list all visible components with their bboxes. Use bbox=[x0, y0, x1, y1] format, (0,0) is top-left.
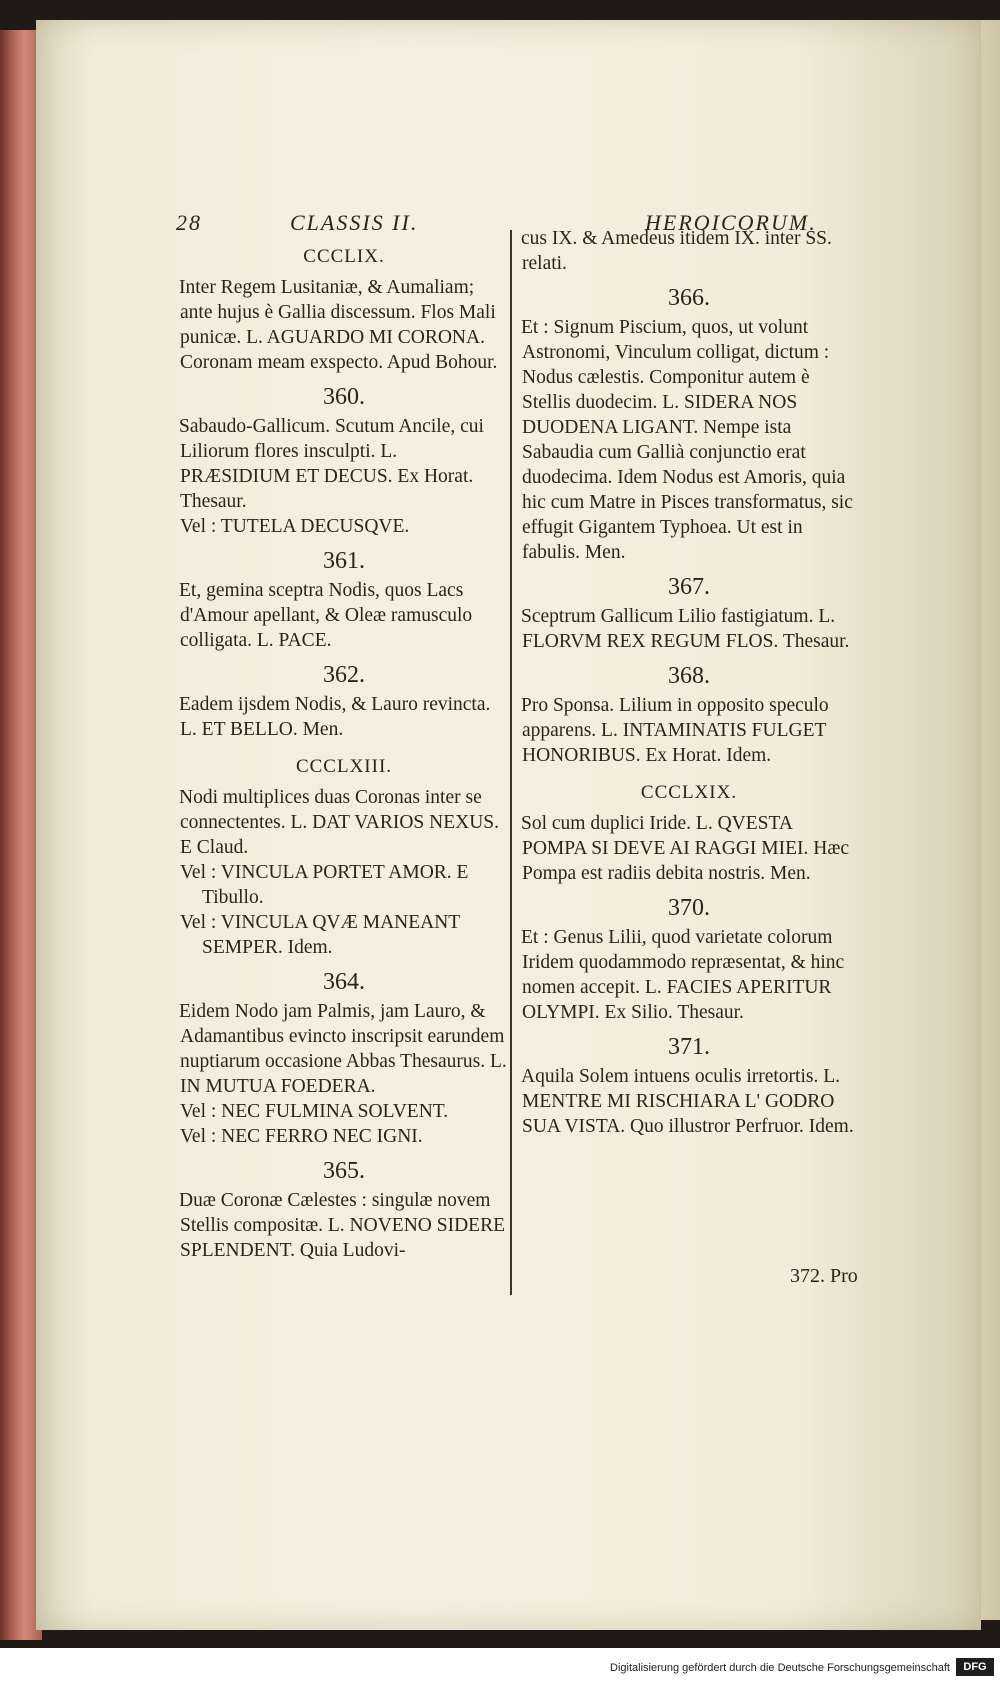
entry bbox=[522, 226, 856, 276]
entry-text: Et, gemina sceptra Nodis, quos Lacs d'Amour apellant, & Oleæ ramusculo colligata. L. PACE. bbox=[179, 580, 473, 651]
entry-text: Pro Sponsa. Lilium in opposito speculo apparens. L. INTAMINATIS FULGET HONORIBUS. Ex Horat. Idem. bbox=[521, 695, 829, 766]
footer-credit: Digitalisierung gefördert durch die Deutsche Forschungsgemeinschaft bbox=[610, 1662, 950, 1674]
entry-number: 366. bbox=[668, 285, 710, 311]
entry bbox=[180, 663, 508, 742]
entry bbox=[522, 1035, 856, 1139]
page-number: 28 bbox=[176, 210, 202, 235]
entry-number: 360. bbox=[323, 384, 365, 410]
entry-text: Duæ Coronæ Cælestes : singulæ novem Stellis compositæ. L. NOVENO SIDERE SPLENDENT. Quia Ludovi- bbox=[179, 1190, 505, 1261]
entry-text: Aquila Solem intuens oculis irretortis. L. MENTRE MI RISCHIARA L' GODRO SUA VISTA. Quo illustror Perfruor. Idem. bbox=[521, 1066, 854, 1137]
catchword: 372. Pro bbox=[790, 1265, 858, 1287]
entry-text: Eidem Nodo jam Palmis, jam Lauro, & Adamantibus evincto inscripsit earundem nuptiarum occasione Abbas Thesaurus. L. IN MUTUA FOEDERA. bbox=[179, 1001, 507, 1097]
entry-text: Nodi multiplices duas Coronas inter se connectentes. L. DAT VARIOS NEXUS. E Claud. bbox=[179, 787, 500, 858]
entry bbox=[180, 385, 508, 539]
entry-number: 364. bbox=[323, 969, 365, 995]
entry-variant: Vel : VINCULA QVÆ MANEANT SEMPER. Idem. bbox=[180, 912, 460, 958]
entry-number: 368. bbox=[668, 663, 710, 689]
entry-variant: Vel : NEC FULMINA SOLVENT. bbox=[180, 1101, 449, 1122]
entry-number: 367. bbox=[668, 574, 710, 600]
entry-text: Eadem ijsdem Nodis, & Lauro revincta. L. ET BELLO. Men. bbox=[179, 694, 491, 740]
entry bbox=[522, 286, 856, 565]
entry bbox=[180, 244, 508, 375]
entry-number: CCCLXIII. bbox=[295, 756, 393, 777]
entry-variant: Vel : VINCULA PORTET AMOR. E Tibullo. bbox=[180, 862, 469, 908]
left-column bbox=[180, 232, 508, 1263]
entry-variant: Vel : TUTELA DECUSQVE. bbox=[180, 516, 410, 537]
entry bbox=[180, 970, 508, 1149]
entry-number: 370. bbox=[668, 895, 710, 921]
dfg-logo: DFG bbox=[956, 1658, 994, 1676]
entry bbox=[522, 575, 856, 654]
entry-number: 365. bbox=[323, 1158, 365, 1184]
entry-number: CCCLXIX. bbox=[640, 782, 738, 803]
entry bbox=[522, 780, 856, 886]
entry-text: Inter Regem Lusitaniæ, & Aumaliam; ante hujus è Gallia discessum. Flos Mali punicæ. L. AGUARDO MI CORONA. Coronam meam exspecto. Apud Bohour. bbox=[179, 277, 498, 373]
entry-number: CCCLIX. bbox=[303, 246, 385, 267]
entry bbox=[522, 896, 856, 1025]
entry-number: 371. bbox=[668, 1034, 710, 1060]
entry-variant: Vel : NEC FERRO NEC IGNI. bbox=[180, 1126, 423, 1147]
entry bbox=[522, 664, 856, 768]
entry-text: cus IX. & Amedeus itidem IX. inter SS. relati. bbox=[521, 228, 832, 274]
right-column bbox=[522, 226, 856, 1139]
running-title-left: CLASSIS II. bbox=[290, 210, 419, 235]
footer bbox=[0, 1650, 1000, 1685]
entry-text: Sceptrum Gallicum Lilio fastigiatum. L. FLORVM REX REGUM FLOS. Thesaur. bbox=[521, 606, 850, 652]
entry-number: 361. bbox=[323, 548, 365, 574]
entry bbox=[180, 754, 508, 960]
entry-text: Et : Genus Lilii, quod varietate colorum Iridem quodammodo repræsentat, & hinc nomen accepit. L. FACIES APERITUR OLYMPI. Ex Silio. Thesaur. bbox=[521, 927, 845, 1023]
running-title-right: HEROICORUM. bbox=[645, 210, 817, 235]
column-rule bbox=[510, 230, 512, 1295]
entry bbox=[180, 1159, 508, 1263]
entry bbox=[180, 549, 508, 653]
entry-text: Et : Signum Piscium, quos, ut volunt Astronomi, Vinculum colligat, dictum : Nodus cælestis. Componitur autem è Stellis duodecim. L. SIDERA NOS DUODENA LIGANT. Nempe ista Sabaudia cum Gallià conjunctio erat duodecima. Idem Nodus est Amoris, quia hic cum Matre in Pisces transformatus, sic effugit Gigantem Typhoea. Ut est in fabulis. Men. bbox=[521, 317, 853, 563]
entry-text: Sol cum duplici Iride. L. QVESTA POMPA SI DEVE AI RAGGI MIEI. Hæc Pompa est radiis debita nostris. Men. bbox=[521, 813, 850, 884]
entry-number: 362. bbox=[323, 662, 365, 688]
entry-text: Sabaudo-Gallicum. Scutum Ancile, cui Liliorum flores insculpti. L. PRÆSIDIUM ET DECUS. Ex Horat. Thesaur. bbox=[179, 416, 484, 512]
